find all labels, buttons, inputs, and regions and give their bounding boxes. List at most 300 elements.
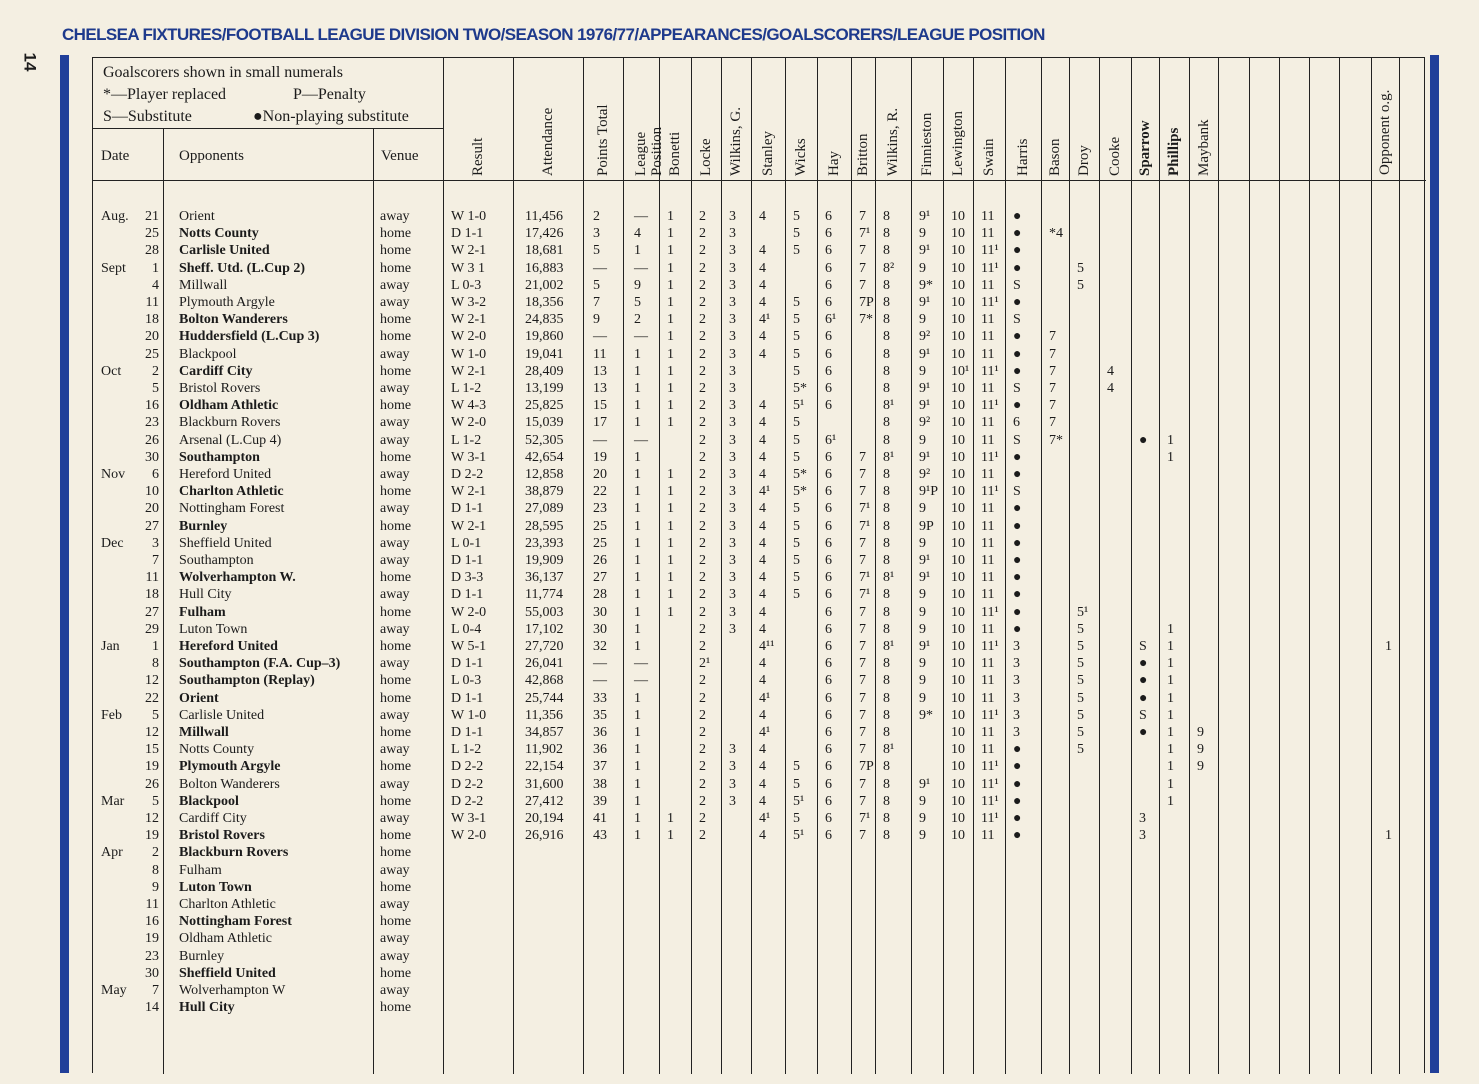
- row-12-player-0: 1: [667, 415, 674, 431]
- row-26-att: 26,041: [525, 656, 564, 672]
- row-36-day: 19: [145, 828, 159, 844]
- header-col-5: Locke: [698, 138, 714, 176]
- row-31-opponent: Notts County: [179, 742, 255, 758]
- row-29-att: 11,356: [525, 707, 563, 723]
- row-2-player-4: 5: [793, 243, 800, 259]
- row-17-player-6: 7¹: [859, 501, 871, 517]
- column-divider-18: [1099, 58, 1100, 1074]
- row-16-player-11: S: [1013, 484, 1021, 500]
- row-19-player-11: ●: [1013, 535, 1022, 551]
- row-13-player-8: 9: [919, 432, 926, 448]
- row-25-player-10: 11¹: [981, 639, 999, 654]
- row-5-player-8: 9¹: [919, 295, 931, 310]
- row-41-opponent: Nottingham Forest: [179, 914, 292, 930]
- row-4-pts: 5: [593, 277, 600, 293]
- row-42-day: 19: [145, 931, 159, 947]
- row-15-player-5: 6: [825, 467, 832, 482]
- row-23-player-7: 8: [883, 604, 890, 620]
- row-26-player-7: 8: [883, 656, 890, 672]
- row-31-player-11: ●: [1013, 742, 1022, 758]
- row-5-player-4: 5: [793, 295, 800, 310]
- row-15-player-3: 4: [759, 467, 766, 482]
- row-33-player-1: 2: [699, 776, 706, 792]
- row-0-day: 21: [145, 209, 159, 224]
- row-34-day: 5: [152, 793, 159, 809]
- row-33-player-6: 7: [859, 776, 866, 792]
- row-32-pos: 1: [634, 759, 641, 775]
- row-18-day: 27: [145, 518, 159, 534]
- row-21-player-4: 5: [793, 570, 800, 586]
- row-14-player-16: 1: [1167, 449, 1174, 465]
- row-35-player-10: 11¹: [981, 811, 999, 826]
- row-13-player-11: S: [1013, 432, 1021, 448]
- row-14-player-11: ●: [1013, 449, 1022, 465]
- row-9-player-0: 1: [667, 363, 674, 379]
- row-16-pts: 22: [593, 484, 607, 500]
- row-33-venue: away: [380, 776, 410, 792]
- row-12-player-3: 4: [759, 415, 766, 431]
- row-32-venue: home: [380, 759, 412, 775]
- row-11-venue: home: [380, 398, 412, 414]
- row-0-player-4: 5: [793, 209, 800, 224]
- row-22-player-10: 11: [981, 587, 995, 603]
- row-7-day: 20: [145, 329, 159, 345]
- row-24-venue: away: [380, 621, 410, 637]
- row-1-player-11: ●: [1013, 226, 1022, 242]
- row-9-player-12: 7: [1049, 363, 1056, 379]
- row-19-month: Dec: [101, 535, 124, 551]
- row-4-opponent: Millwall: [179, 277, 228, 293]
- row-7-player-0: 1: [667, 329, 674, 345]
- row-11-att: 25,825: [525, 398, 564, 414]
- row-14-day: 30: [145, 449, 159, 465]
- row-1-player-10: 11: [981, 226, 995, 242]
- row-25-player-1: 2: [699, 639, 706, 654]
- row-4-venue: away: [380, 277, 410, 293]
- row-12-venue: away: [380, 415, 410, 431]
- row-20-pos: 1: [634, 553, 641, 568]
- row-35-venue: away: [380, 811, 410, 826]
- row-21-res: D 3-3: [451, 570, 484, 586]
- row-10-pos: 1: [634, 381, 641, 396]
- column-divider-21: [1189, 58, 1190, 1074]
- row-21-player-6: 7¹: [859, 570, 871, 586]
- row-33-player-4: 5: [793, 776, 800, 792]
- row-0-pts: 2: [593, 209, 600, 224]
- row-19-player-2: 3: [729, 535, 736, 551]
- row-14-player-7: 8¹: [883, 449, 895, 465]
- row-24-player-10: 11: [981, 621, 995, 637]
- row-38-day: 8: [152, 862, 159, 878]
- row-27-player-15: ●: [1139, 673, 1148, 689]
- row-25-player-7: 8¹: [883, 639, 895, 654]
- row-5-day: 11: [145, 295, 159, 310]
- row-11-player-1: 2: [699, 398, 706, 414]
- row-18-player-3: 4: [759, 518, 766, 534]
- row-34-player-7: 8: [883, 793, 890, 809]
- row-12-att: 15,039: [525, 415, 564, 431]
- row-17-pos: 1: [634, 501, 641, 517]
- row-2-day: 28: [145, 243, 159, 259]
- row-35-player-0: 1: [667, 811, 674, 826]
- row-40-opponent: Charlton Athletic: [179, 897, 276, 912]
- row-0-player-2: 3: [729, 209, 736, 224]
- row-36-player-9: 10: [951, 828, 965, 844]
- row-1-pts: 3: [593, 226, 600, 242]
- row-13-player-3: 4: [759, 432, 766, 448]
- row-28-player-7: 8: [883, 690, 890, 706]
- row-30-player-15: ●: [1139, 725, 1148, 740]
- row-9-player-2: 3: [729, 363, 736, 379]
- row-33-player-8: 9¹: [919, 776, 931, 792]
- row-0-month: Aug.: [101, 209, 129, 224]
- row-33-player-16: 1: [1167, 776, 1174, 792]
- row-20-opponent: Southampton: [179, 553, 254, 568]
- row-32-player-17: 9: [1197, 759, 1204, 775]
- row-17-player-9: 10: [951, 501, 965, 517]
- row-17-player-10: 11: [981, 501, 995, 517]
- row-31-player-13: 5: [1077, 742, 1084, 758]
- row-27-player-10: 11: [981, 673, 995, 689]
- row-34-player-1: 2: [699, 793, 706, 809]
- row-21-player-8: 9¹: [919, 570, 931, 586]
- row-0-player-5: 6: [825, 209, 832, 224]
- row-6-player-4: 5: [793, 312, 800, 328]
- row-1-player-9: 10: [951, 226, 965, 242]
- row-26-player-8: 9: [919, 656, 926, 672]
- row-16-att: 38,879: [525, 484, 564, 500]
- row-35-player-7: 8: [883, 811, 890, 826]
- row-19-day: 3: [152, 535, 159, 551]
- row-6-att: 24,835: [525, 312, 564, 328]
- row-8-venue: away: [380, 346, 410, 362]
- legend-non-playing: ●Non-playing substitute: [253, 108, 409, 125]
- header-col-7: Stanley: [760, 131, 776, 176]
- column-divider-9: [817, 58, 818, 1074]
- row-31-player-5: 6: [825, 742, 832, 758]
- row-35-player-1: 2: [699, 811, 706, 826]
- row-27-player-1: 2: [699, 673, 706, 689]
- row-38-venue: away: [380, 862, 410, 878]
- row-12-player-10: 11: [981, 415, 995, 431]
- row-20-player-5: 6: [825, 553, 832, 568]
- row-24-player-1: 2: [699, 621, 706, 637]
- row-14-pts: 19: [593, 449, 607, 465]
- row-14-venue: home: [380, 449, 412, 465]
- row-32-player-16: 1: [1167, 759, 1174, 775]
- row-6-pos: 2: [634, 312, 641, 328]
- row-20-player-2: 3: [729, 553, 736, 568]
- row-10-res: L 1-2: [451, 381, 482, 396]
- row-2-res: W 2-1: [451, 243, 487, 259]
- row-15-month: Nov: [101, 467, 126, 482]
- row-7-res: W 2-0: [451, 329, 487, 345]
- row-2-player-2: 3: [729, 243, 736, 259]
- row-25-opponent: Hereford United: [179, 639, 278, 654]
- row-13-pos: —: [634, 432, 648, 448]
- row-2-player-8: 9¹: [919, 243, 931, 259]
- row-37-day: 2: [152, 845, 159, 861]
- row-12-player-12: 7: [1049, 415, 1056, 431]
- row-8-pos: 1: [634, 346, 641, 362]
- row-27-player-7: 8: [883, 673, 890, 689]
- row-25-player-6: 7: [859, 639, 866, 654]
- row-36-att: 26,916: [525, 828, 564, 844]
- row-28-player-11: 3: [1013, 690, 1020, 706]
- row-23-player-10: 11¹: [981, 604, 999, 620]
- row-44-day: 30: [145, 965, 159, 981]
- column-divider-17: [1069, 58, 1070, 1074]
- row-31-player-3: 4: [759, 742, 766, 758]
- row-33-res: D 2-2: [451, 776, 484, 792]
- row-11-pts: 15: [593, 398, 607, 414]
- row-4-day: 4: [152, 277, 159, 293]
- row-19-player-1: 2: [699, 535, 706, 551]
- row-17-pts: 23: [593, 501, 607, 517]
- row-35-res: W 3-1: [451, 811, 487, 826]
- header-col-11: Wilkins, R.: [885, 107, 901, 176]
- row-14-opponent: Southampton: [179, 449, 260, 465]
- row-31-venue: away: [380, 742, 410, 758]
- row-14-player-5: 6: [825, 449, 832, 465]
- row-9-player-10: 11¹: [981, 363, 999, 379]
- row-20-pts: 26: [593, 553, 607, 568]
- row-30-player-1: 2: [699, 725, 706, 740]
- row-12-player-7: 8: [883, 415, 890, 431]
- row-19-res: L 0-1: [451, 535, 482, 551]
- row-12-player-11: 6: [1013, 415, 1020, 431]
- row-16-venue: home: [380, 484, 412, 500]
- row-34-player-10: 11¹: [981, 793, 999, 809]
- row-16-res: W 2-1: [451, 484, 487, 500]
- row-13-player-15: ●: [1139, 432, 1148, 448]
- row-4-player-5: 6: [825, 277, 832, 293]
- row-14-res: W 3-1: [451, 449, 487, 465]
- row-7-player-2: 3: [729, 329, 736, 345]
- row-26-player-15: ●: [1139, 656, 1148, 672]
- row-1-player-5: 6: [825, 226, 832, 242]
- row-36-pos: 1: [634, 828, 641, 844]
- row-26-player-10: 11: [981, 656, 995, 672]
- row-25-player-5: 6: [825, 639, 832, 654]
- row-19-player-6: 7: [859, 535, 866, 551]
- row-28-opponent: Orient: [179, 690, 219, 706]
- row-25-player-13: 5: [1077, 639, 1084, 654]
- row-32-player-1: 2: [699, 759, 706, 775]
- row-34-att: 27,412: [525, 793, 564, 809]
- header-col-1: Attendance: [540, 107, 556, 176]
- column-divider-15: [1005, 58, 1006, 1074]
- row-31-player-17: 9: [1197, 742, 1204, 758]
- row-31-player-10: 11: [981, 742, 995, 758]
- row-22-player-4: 5: [793, 587, 800, 603]
- row-22-res: D 1-1: [451, 587, 484, 603]
- row-2-opponent: Carlisle United: [179, 243, 270, 259]
- row-32-opponent: Plymouth Argyle: [179, 759, 281, 775]
- row-26-player-6: 7: [859, 656, 866, 672]
- row-10-pts: 13: [593, 381, 607, 396]
- row-29-player-9: 10: [951, 707, 965, 723]
- row-15-player-4: 5*: [793, 467, 807, 482]
- row-7-player-8: 9²: [919, 329, 931, 345]
- row-25-player-3: 4¹¹: [759, 639, 775, 654]
- row-1-player-8: 9: [919, 226, 926, 242]
- row-2-player-1: 2: [699, 243, 706, 259]
- row-33-pts: 38: [593, 776, 607, 792]
- row-11-player-7: 8¹: [883, 398, 895, 414]
- row-3-player-6: 7: [859, 260, 866, 276]
- row-14-player-4: 5: [793, 449, 800, 465]
- row-30-pts: 36: [593, 725, 607, 740]
- row-29-player-13: 5: [1077, 707, 1084, 723]
- row-21-pos: 1: [634, 570, 641, 586]
- row-30-player-9: 10: [951, 725, 965, 740]
- row-5-res: W 3-2: [451, 295, 487, 310]
- row-28-player-9: 10: [951, 690, 965, 706]
- row-39-day: 9: [152, 879, 159, 895]
- row-28-player-10: 11: [981, 690, 995, 706]
- row-31-player-7: 8¹: [883, 742, 895, 758]
- row-22-pos: 1: [634, 587, 641, 603]
- row-18-player-10: 11: [981, 518, 995, 534]
- row-43-day: 23: [145, 948, 159, 964]
- row-13-res: L 1-2: [451, 432, 482, 448]
- row-30-opponent: Millwall: [179, 725, 229, 740]
- row-22-player-7: 8: [883, 587, 890, 603]
- row-36-player-0: 1: [667, 828, 674, 844]
- row-36-venue: home: [380, 828, 412, 844]
- row-19-opponent: Sheffield United: [179, 535, 272, 551]
- row-18-player-9: 10: [951, 518, 965, 534]
- row-4-player-7: 8: [883, 277, 890, 293]
- row-32-player-3: 4: [759, 759, 766, 775]
- row-24-player-8: 9: [919, 621, 926, 637]
- row-34-player-16: 1: [1167, 793, 1174, 809]
- row-4-player-11: S: [1013, 277, 1021, 293]
- row-20-player-3: 4: [759, 553, 766, 568]
- row-23-player-2: 3: [729, 604, 736, 620]
- row-14-pos: 1: [634, 449, 641, 465]
- row-5-player-3: 4: [759, 295, 766, 310]
- row-22-pts: 28: [593, 587, 607, 603]
- row-1-day: 25: [145, 226, 159, 242]
- column-divider-23: [1249, 58, 1250, 1074]
- row-25-player-8: 9¹: [919, 639, 931, 654]
- row-6-player-10: 11: [981, 312, 995, 328]
- row-18-player-1: 2: [699, 518, 706, 534]
- row-16-day: 10: [145, 484, 159, 500]
- row-27-player-3: 4: [759, 673, 766, 689]
- row-10-player-10: 11: [981, 381, 995, 396]
- row-4-player-13: 5: [1077, 277, 1084, 293]
- row-9-player-7: 8: [883, 363, 890, 379]
- row-1-player-7: 8: [883, 226, 890, 242]
- row-15-player-10: 11: [981, 467, 995, 482]
- row-18-att: 28,595: [525, 518, 564, 534]
- row-14-player-6: 7: [859, 449, 866, 465]
- row-29-day: 5: [152, 707, 159, 723]
- column-divider-4: [659, 58, 660, 1074]
- row-3-pos: —: [634, 260, 648, 276]
- divider-left-0: [163, 128, 164, 1074]
- row-1-player-0: 1: [667, 226, 674, 242]
- row-15-venue: away: [380, 467, 410, 482]
- column-divider-12: [911, 58, 912, 1074]
- row-0-player-10: 11: [981, 209, 995, 224]
- row-1-att: 17,426: [525, 226, 564, 242]
- row-17-day: 20: [145, 501, 159, 517]
- row-16-player-7: 8: [883, 484, 890, 500]
- row-2-player-0: 1: [667, 243, 674, 259]
- row-20-player-0: 1: [667, 553, 674, 568]
- row-32-player-11: ●: [1013, 759, 1022, 775]
- row-8-player-1: 2: [699, 346, 706, 362]
- row-19-player-0: 1: [667, 535, 674, 551]
- row-32-pts: 37: [593, 759, 607, 775]
- header-col-2: Points Total: [595, 104, 611, 176]
- header-col-20: Phillips: [1166, 127, 1182, 176]
- legend-penalty: P—Penalty: [293, 86, 366, 103]
- row-17-player-8: 9: [919, 501, 926, 517]
- column-divider-6: [721, 58, 722, 1074]
- row-11-player-12: 7: [1049, 398, 1056, 414]
- row-34-month: Mar: [101, 793, 125, 809]
- row-30-venue: home: [380, 725, 412, 740]
- header-col-9: Hay: [826, 151, 842, 176]
- row-28-player-1: 2: [699, 690, 706, 706]
- row-21-player-9: 10: [951, 570, 965, 586]
- column-divider-3: [623, 58, 624, 1074]
- row-7-player-11: ●: [1013, 329, 1022, 345]
- row-35-day: 12: [145, 811, 159, 826]
- row-6-opponent: Bolton Wanderers: [179, 312, 288, 328]
- row-34-venue: home: [380, 793, 412, 809]
- row-45-day: 7: [152, 983, 159, 998]
- header-col-21: Maybank: [1195, 119, 1212, 176]
- column-divider-16: [1041, 58, 1042, 1074]
- row-14-att: 42,654: [525, 449, 564, 465]
- row-36-res: W 2-0: [451, 828, 487, 844]
- row-23-player-6: 7: [859, 604, 866, 620]
- row-27-pts: —: [593, 673, 607, 689]
- column-divider-27: [1371, 58, 1372, 1074]
- row-7-att: 19,860: [525, 329, 564, 345]
- row-33-opponent: Bolton Wanderers: [179, 776, 280, 792]
- row-10-player-1: 2: [699, 381, 706, 396]
- row-33-player-10: 11¹: [981, 776, 999, 792]
- row-26-player-9: 10: [951, 656, 965, 672]
- row-2-pts: 5: [593, 243, 600, 259]
- row-33-player-5: 6: [825, 776, 832, 792]
- row-22-venue: away: [380, 587, 410, 603]
- row-24-player-16: 1: [1167, 621, 1174, 637]
- row-1-venue: home: [380, 226, 412, 242]
- row-34-player-9: 10: [951, 793, 965, 809]
- row-15-player-2: 3: [729, 467, 736, 482]
- row-28-res: D 1-1: [451, 690, 484, 706]
- row-8-player-5: 6: [825, 346, 832, 362]
- row-3-player-10: 11¹: [981, 260, 999, 276]
- row-24-player-9: 10: [951, 621, 965, 637]
- row-30-player-16: 1: [1167, 725, 1174, 740]
- row-9-player-8: 9: [919, 363, 926, 379]
- header-col-10: Britton: [855, 133, 871, 176]
- row-14-player-3: 4: [759, 449, 766, 465]
- row-37-opponent: Blackburn Rovers: [179, 845, 289, 861]
- row-21-pts: 27: [593, 570, 607, 586]
- row-23-player-9: 10: [951, 604, 965, 620]
- row-8-player-11: ●: [1013, 346, 1022, 362]
